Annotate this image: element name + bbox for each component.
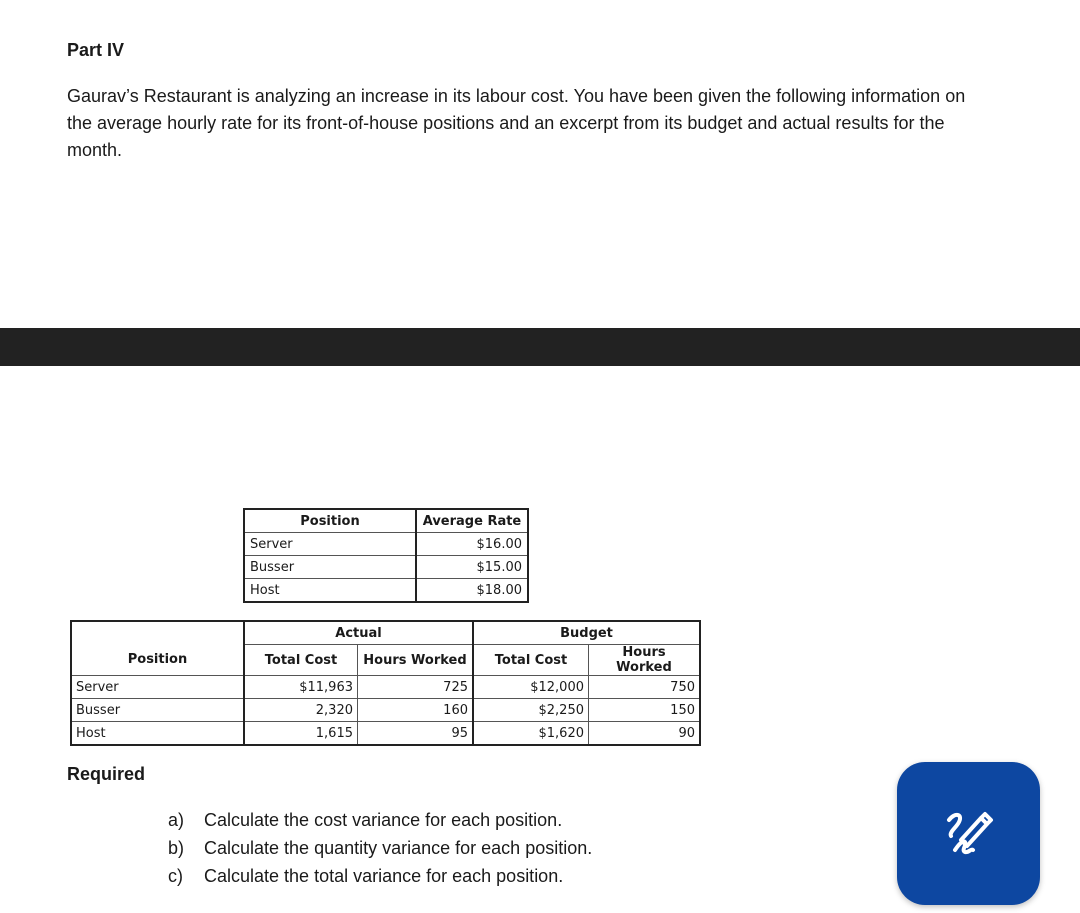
header-budget-total-cost: Total Cost [473,645,589,676]
actual-budget-table [70,620,701,746]
actual-cost-cell: 1,615 [244,722,358,746]
position-cell: Busser [71,699,244,722]
group-header-budget: Budget [473,621,700,645]
rate-position-cell: Host [244,579,416,603]
list-item [168,862,592,890]
budget-cost-cell: $12,000 [473,676,589,699]
table-row [244,579,528,603]
intro-paragraph: Gaurav’s Restaurant is analyzing an increase in its labour cost. You have been given the following information on the average hourly rate for its front-of-house positions and an excerpt from its budget and actual results for the month. [67,86,966,160]
rate-value-cell: $16.00 [416,533,528,556]
budget-cost-cell: $2,250 [473,699,589,722]
budget-hours-cell: 750 [589,676,701,699]
actual-hours-cell: 725 [358,676,474,699]
header-actual-total-cost: Total Cost [244,645,358,676]
header-actual-hours-worked: Hours Worked [358,645,474,676]
empty-header-cell [71,621,244,645]
list-item [168,806,592,834]
question-text: Calculate the cost variance for each position. [204,810,563,830]
annotate-fab-button[interactable] [897,762,1040,905]
average-rate-table [243,508,529,603]
list-item [168,834,592,862]
rate-value-cell: $15.00 [416,556,528,579]
header-position: Position [71,645,244,676]
budget-cost-cell: $1,620 [473,722,589,746]
required-questions-list [168,806,592,890]
table-row [244,533,528,556]
question-text: Calculate the quantity variance for each position. [204,838,593,858]
budget-hours-cell: 150 [589,699,701,722]
list-marker: b) [168,838,185,858]
list-marker: c) [168,866,183,886]
group-header-actual: Actual [244,621,473,645]
question-text: Calculate the total variance for each position. [204,866,564,886]
rate-value-cell: $18.00 [416,579,528,603]
table-row [71,676,700,699]
rate-header-position: Position [244,509,416,533]
actual-cost-cell: $11,963 [244,676,358,699]
table-row [71,722,700,746]
table-row [244,556,528,579]
position-cell: Server [71,676,244,699]
rate-position-cell: Server [244,533,416,556]
actual-hours-cell: 160 [358,699,474,722]
dark-divider-bar [0,328,1080,366]
table-row [71,699,700,722]
rate-header-average-rate: Average Rate [416,509,528,533]
actual-cost-cell: 2,320 [244,699,358,722]
pen-scribble-icon [941,806,997,862]
section-heading: Part IV [67,40,125,60]
list-marker: a) [168,810,185,830]
budget-hours-cell: 90 [589,722,701,746]
rate-position-cell: Busser [244,556,416,579]
actual-hours-cell: 95 [358,722,474,746]
header-budget-hours-worked: Hours Worked [589,645,701,676]
required-heading: Required [67,764,146,784]
position-cell: Host [71,722,244,746]
